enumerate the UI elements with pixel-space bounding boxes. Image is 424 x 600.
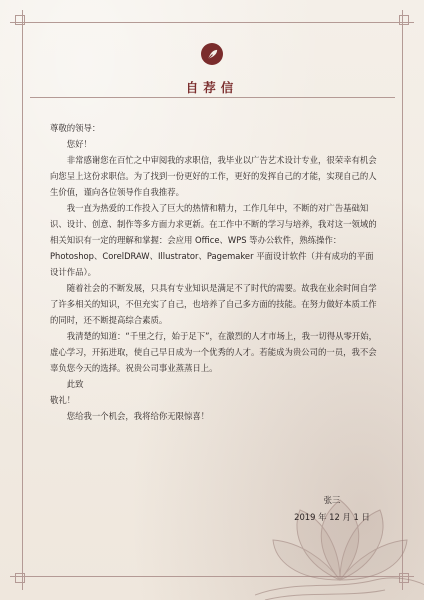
- salutation: 尊敬的领导：: [50, 123, 101, 133]
- signature-name: 张三: [323, 495, 341, 505]
- signature-date: 2019 年 12 月 1 日: [294, 512, 370, 522]
- frame-top-line: [10, 22, 414, 23]
- paragraph-1: 非常感谢您在百忙之中审阅我的求职信，我毕业以广告艺术设计专业，很荣幸有机会向您呈上这份求职信。为了找到一份更好的工作，更好的发挥自己的才能，实现自己的人生价值，谨向各位领导作自我推荐。: [50, 155, 377, 197]
- quill-badge-icon: [201, 43, 223, 65]
- postscript: 您给我一个机会，我将给你无限惊喜！: [66, 411, 210, 421]
- closing: 此致: [66, 379, 84, 389]
- signature-block: [292, 492, 372, 526]
- corner-ornament-bottom-left: [15, 573, 25, 583]
- greeting: 您好！: [66, 139, 92, 149]
- corner-ornament-top-left: [15, 15, 25, 25]
- salute: 敬礼！: [50, 395, 76, 405]
- quill-icon: [206, 48, 219, 61]
- paragraph-4: 我清楚的知道：“千里之行，始于足下”，在激烈的人才市场上，我一切得从零开始，虚心学习，开拓进取，使自己早日成为一个优秀的人才。若能成为贵公司的一员，我不会辜负您今天的选择。祝贵公司事业蒸蒸日上。: [50, 331, 377, 373]
- corner-ornament-top-right: [399, 15, 409, 25]
- paragraph-2: 我一直为热爱的工作投入了巨大的热情和精力，工作几年中，不断的对广告基础知识、设计、创意、制作等多方面力求更新。在工作中不断的学习与培养，我对这一领域的相关知识有一定的理解和掌握：会应用 Office、WPS 等办公软件，熟练操作：Photoshop、CorelDRAW、Illustrator、Pagemaker 平面设计软件（并有成功的平面设计作品）。: [50, 203, 377, 277]
- title-underline: [30, 97, 395, 98]
- frame-left-line: [22, 10, 23, 590]
- paragraph-3: 随着社会的不断发展，只具有专业知识是满足不了时代的需要。故我在业余时间自学了许多相关的知识，不但充实了自己，也培养了自己多方面的技能。在努力做好本质工作的同时，还不断提高综合素质。: [50, 283, 377, 325]
- letter-title: 自荐信: [185, 80, 239, 95]
- letter-body: [50, 120, 380, 424]
